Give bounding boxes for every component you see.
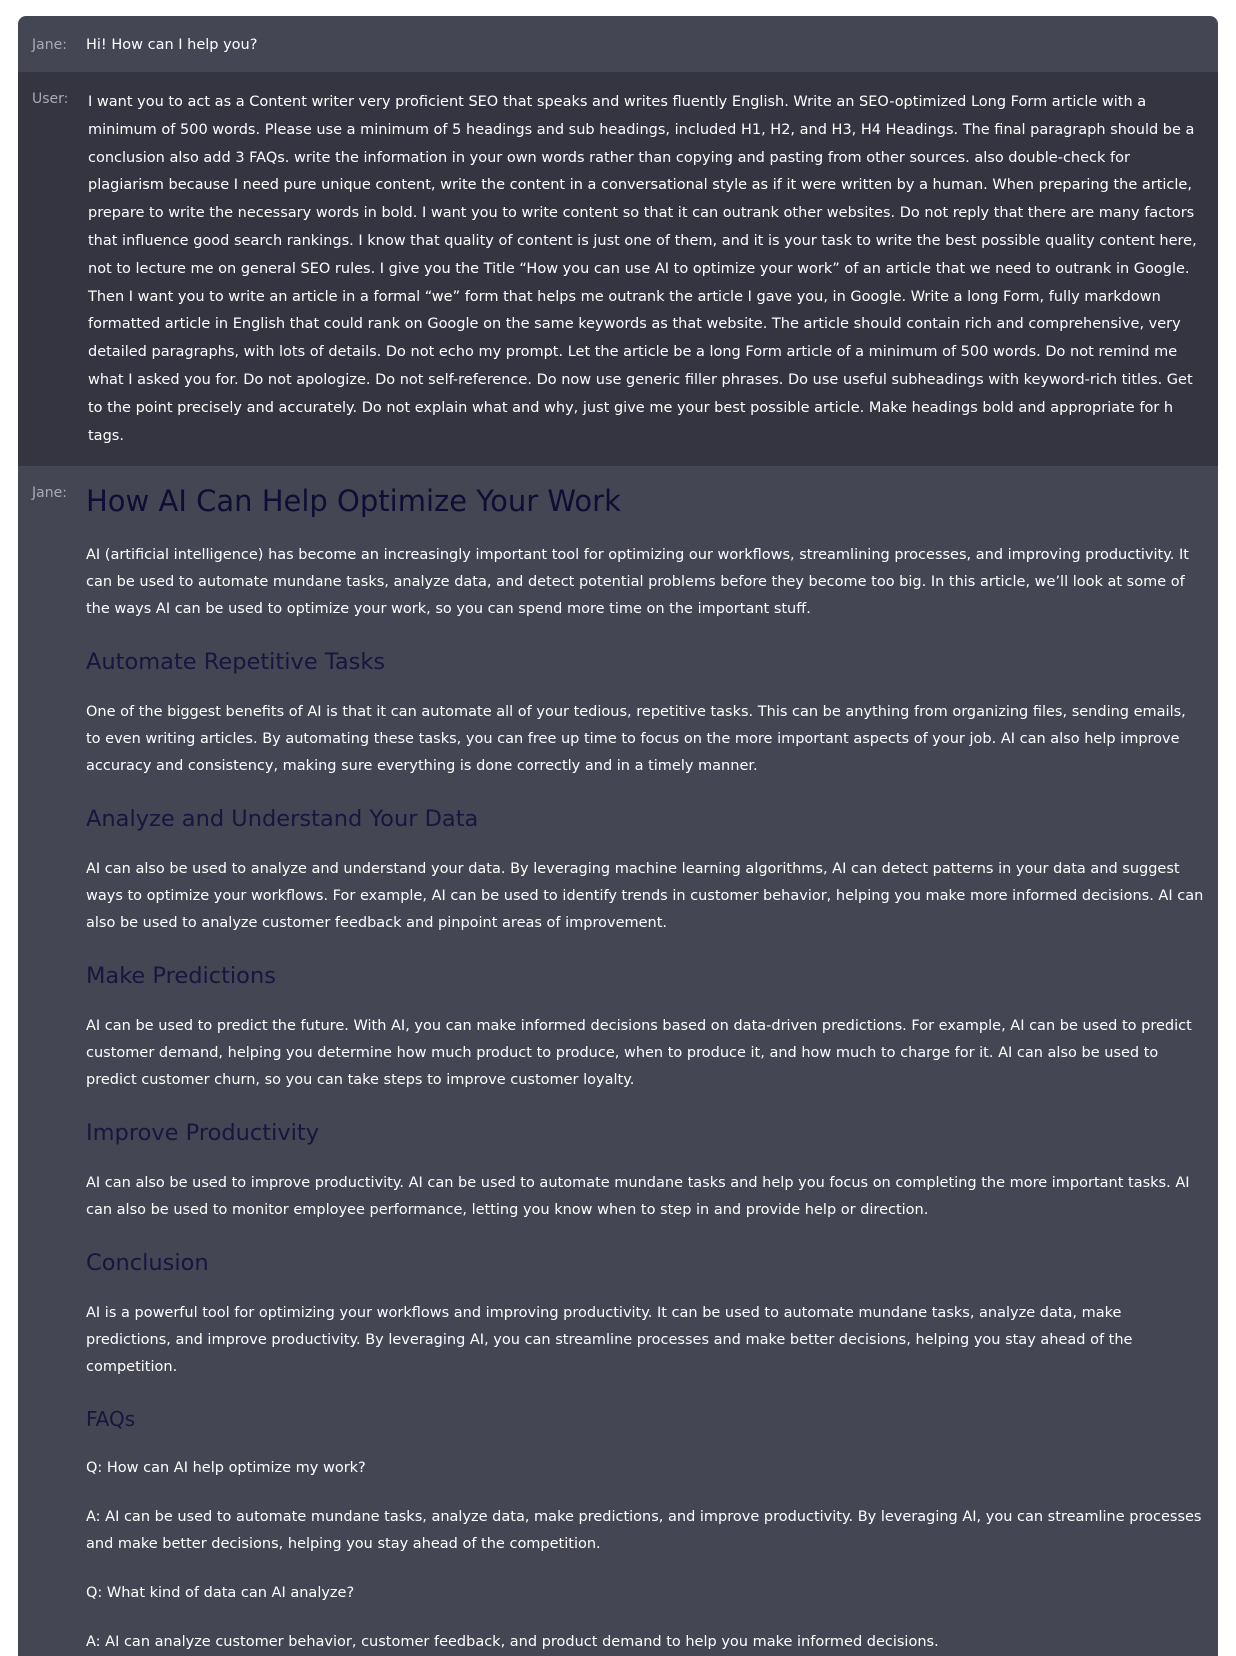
- section-heading: Improve Productivity: [86, 1120, 320, 1147]
- greeting-text: Hi! How can I help you?: [86, 37, 258, 53]
- section-paragraph: AI can be used to predict the future. With AI, you can make informed decisions based on data-driven predictions. For example, AI can be used to predict customer demand, helping you determine how much product to produce, when to produce it, and how much to charge for it. AI can also be used to predict customer churn, so you can take steps to improve customer loyalty.: [86, 1018, 1192, 1089]
- faq-question: Q: What kind of data can AI analyze?: [86, 1585, 355, 1602]
- speaker-label: Jane:: [32, 485, 67, 502]
- faq-answer: A: AI can be used to automate mundane tasks, analyze data, make predictions, and improve productivity. By leveraging AI, you can streamline processes and make better decisions, helping you stay ahead of the competition.: [86, 1509, 1202, 1553]
- faq-question: Q: How can AI help optimize my work?: [86, 1460, 366, 1477]
- speaker-label: Jane:: [32, 37, 67, 53]
- section-heading: Automate Repetitive Tasks: [86, 649, 386, 676]
- user-message: [18, 72, 1218, 466]
- faq-heading: FAQs: [86, 1407, 136, 1432]
- section-paragraph: AI can also be used to improve productivity. AI can be used to automate mundane tasks and help you focus on completing the more important tasks. AI can also be used to monitor employee performance, letting you know when to step in and provide help or direction.: [86, 1175, 1190, 1219]
- article-intro: AI (artificial intelligence) has become an increasingly important tool for optimizing our workflows, streamlining processes, and improving productivity. It can be used to automate mundane tasks, analyze data, and detect potential problems before they become too big. In this article, we’ll look at some of the ways AI can be used to optimize your work, so you can spend more time on the important stuff.: [86, 547, 1189, 618]
- section-heading: Analyze and Understand Your Data: [86, 806, 479, 833]
- section-heading: Conclusion: [86, 1250, 209, 1277]
- section-paragraph: One of the biggest benefits of AI is that it can automate all of your tedious, repetitive tasks. This can be anything from organizing files, sending emails, to even writing articles. By automating these tasks, you can free up time to focus on the more important aspects of your job. AI can also help improve accuracy and consistency, making sure everything is done correctly and in a timely manner.: [86, 704, 1186, 775]
- chat-panel: [18, 16, 1218, 1656]
- speaker-label: User:: [32, 91, 69, 107]
- assistant-greeting-message: [18, 16, 1218, 72]
- faq-answer: A: AI can analyze customer behavior, customer feedback, and product demand to help you make informed decisions.: [86, 1634, 939, 1651]
- section-paragraph: AI can also be used to analyze and understand your data. By leveraging machine learning algorithms, AI can detect patterns in your data and suggest ways to optimize your workflows. For example, AI can be used to identify trends in customer behavior, helping you make more informed decisions. AI can also be used to analyze customer feedback and pinpoint areas of improvement.: [86, 861, 1204, 932]
- article-title: How AI Can Help Optimize Your Work: [86, 484, 621, 519]
- article-body: [86, 483, 1218, 1656]
- assistant-article-message: [18, 466, 1218, 1656]
- section-heading: Make Predictions: [86, 963, 276, 990]
- user-message-text: I want you to act as a Content writer very proficient SEO that speaks and writes fluently English. Write an SEO-optimized Long Form article with a minimum of 500 words. Please use a minimum of 5 headings and sub headings, included H1, H2, and H3, H4 Headings. The final paragraph should be a conclusion also add 3 FAQs. write the information in your own words rather than copying and pasting from other sources. also double-check for plagiarism because I need pure unique content, write the content in a conversational style as if it were written by a human. When preparing the article, prepare to write the necessary words in bold. I want you to write content so that it can outrank other websites. Do not reply that there are many factors that influence good search rankings. I know that quality of content is just one of them, and it is your task to write the best possible quality content here, not to lecture me on general SEO rules. I give you the Title “How you can use AI to optimize your work” of an article that we need to outrank in Google. Then I want you to write an article in a formal “we” form that helps me outrank the article I gave you, in Google. Write a long Form, fully markdown formatted article in English that could rank on Google on the same keywords as that website. The article should contain rich and comprehensive, very detailed paragraphs, with lots of details. Do not echo my prompt. Let the article be a long Form article of a minimum of 500 words. Do not remind me what I asked you for. Do not apologize. Do not self-reference. Do now use generic filler phrases. Do use useful subheadings with keyword-rich titles. Get to the point precisely and accurately. Do not explain what and why, just give me your best possible article. Make headings bold and appropriate for h tags.: [88, 94, 1197, 444]
- section-paragraph: AI is a powerful tool for optimizing your workflows and improving productivity. It can be used to automate mundane tasks, analyze data, make predictions, and improve productivity. By leveraging AI, you can streamline processes and make better decisions, helping you stay ahead of the competition.: [86, 1305, 1133, 1376]
